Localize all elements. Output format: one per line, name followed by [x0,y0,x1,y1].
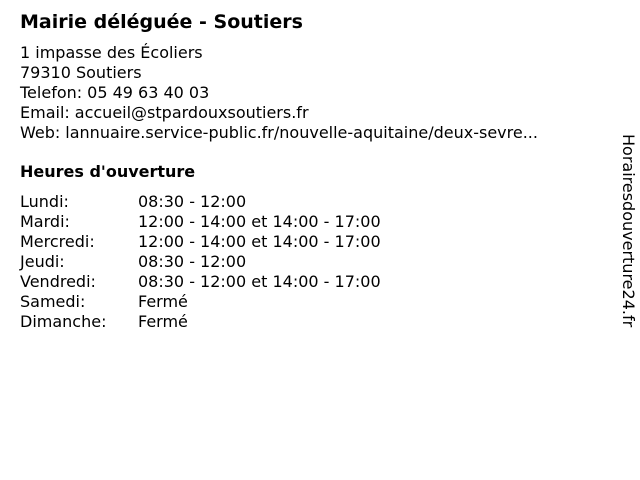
hours-row [20,312,381,332]
day-hours: 12:00 - 14:00 et 14:00 - 17:00 [138,232,381,251]
web-link[interactable]: lannuaire.service-public.fr/nouvelle-aquitaine/deux-sevre... [65,123,538,142]
hours-row [20,292,381,312]
day-hours: 08:30 - 12:00 [138,252,247,271]
day-hours: 08:30 - 12:00 et 14:00 - 17:00 [138,272,381,291]
address-street: 1 impasse des Écoliers [20,43,203,62]
day-label: Samedi: [20,292,86,311]
web-row [20,123,600,143]
phone-label: Telefon: [20,83,83,102]
page-title: Mairie déléguée - Soutiers [20,11,303,33]
phone-number[interactable]: 05 49 63 40 03 [87,83,210,102]
hours-row [20,212,381,232]
location-card [20,10,600,332]
site-watermark: Horairesdouverture24.fr [619,134,638,328]
email-link[interactable]: accueil@stpardouxsoutiers.fr [74,103,309,122]
day-label: Jeudi: [20,252,65,271]
day-label: Dimanche: [20,312,107,331]
web-label: Web: [20,123,61,142]
hours-row [20,252,381,272]
address-city: 79310 Soutiers [20,63,142,82]
day-hours: Fermé [138,312,188,331]
hours-row [20,192,381,212]
hours-row [20,272,381,292]
hours-heading: Heures d'ouverture [20,162,196,181]
email-row [20,103,600,123]
day-label: Mardi: [20,212,70,231]
day-label: Mercredi: [20,232,95,251]
hours-row [20,232,381,252]
opening-hours-table [20,192,381,332]
email-label: Email: [20,103,70,122]
phone-row [20,83,600,103]
day-hours: 08:30 - 12:00 [138,192,247,211]
day-label: Lundi: [20,192,69,211]
day-hours: 12:00 - 14:00 et 14:00 - 17:00 [138,212,381,231]
day-hours: Fermé [138,292,188,311]
day-label: Vendredi: [20,272,96,291]
